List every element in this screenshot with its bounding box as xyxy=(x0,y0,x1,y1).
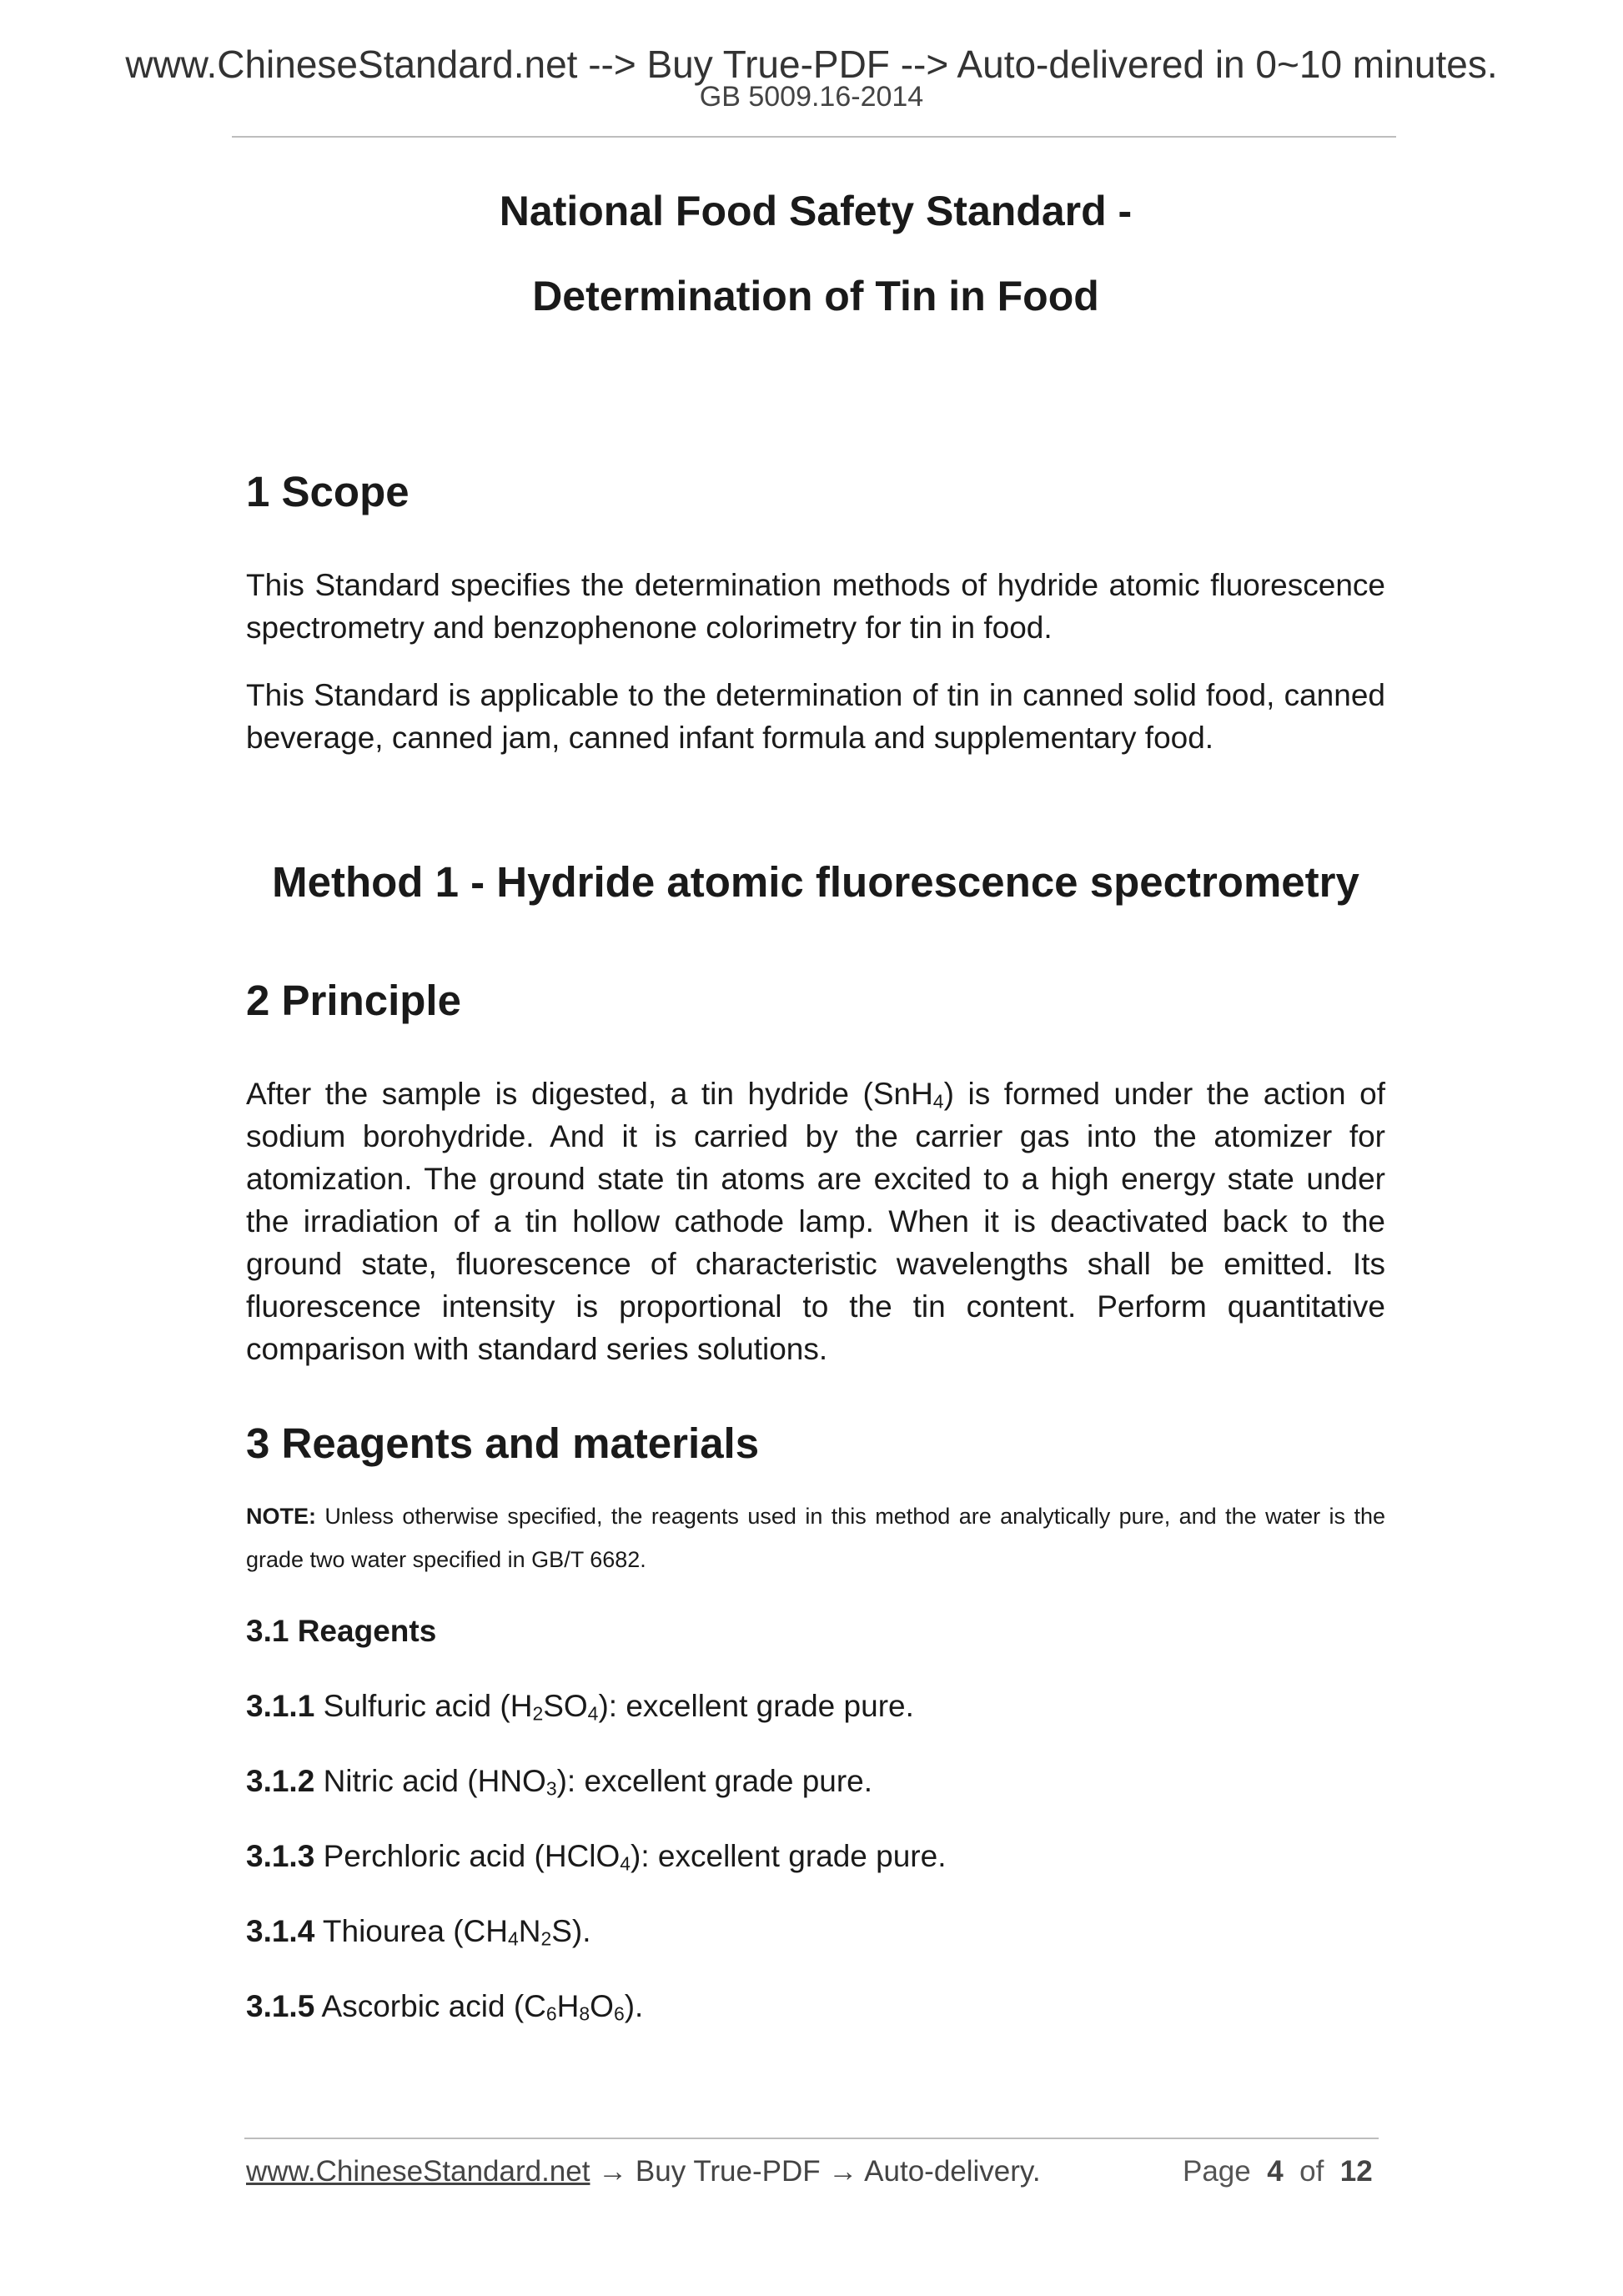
footer-divider xyxy=(244,2138,1379,2139)
page-content xyxy=(246,185,1385,2027)
footer-promo-text: → Buy True-PDF → Auto-delivery. xyxy=(590,2155,1041,2188)
current-page-number: 4 xyxy=(1267,2155,1284,2188)
standard-code: GB 5009.16-2014 xyxy=(699,81,924,113)
reagent-item-sulfuric-acid xyxy=(246,1686,1385,1727)
reagent-text: ): excellent grade pure. xyxy=(556,1764,873,1798)
reagent-text: Ascorbic acid (C xyxy=(314,1989,546,2023)
reagent-subscript: 6 xyxy=(545,2002,557,2025)
reagent-subscript: 6 xyxy=(613,2002,625,2025)
total-pages-number: 12 xyxy=(1339,2155,1373,2188)
reagent-subscript: 4 xyxy=(620,1852,631,1875)
reagent-text: H xyxy=(556,1989,580,2023)
document-title-line-1: National Food Safety Standard - xyxy=(499,188,1133,234)
reagent-text: Nitric acid (HNO xyxy=(314,1764,546,1798)
of-word: of xyxy=(1299,2155,1324,2188)
reagent-number: 3.1.2 xyxy=(246,1764,315,1798)
document-title-line-2: Determination of Tin in Food xyxy=(532,273,1099,319)
section-heading-scope: 1 Scope xyxy=(246,468,410,515)
section-heading-principle: 2 Principle xyxy=(246,977,461,1024)
reagent-item-ascorbic-acid xyxy=(246,1986,1385,2027)
header-divider xyxy=(232,136,1396,138)
reagent-item-nitric-acid xyxy=(246,1761,1385,1802)
reagent-number: 3.1.3 xyxy=(246,1839,315,1873)
reagent-text: Thiourea (CH xyxy=(314,1914,508,1948)
reagent-subscript: 4 xyxy=(587,1702,599,1725)
reagent-number: 3.1.5 xyxy=(246,1989,315,2023)
reagent-subscript: 2 xyxy=(540,1927,552,1950)
reagent-text: N xyxy=(518,1914,541,1948)
reagent-item-thiourea xyxy=(246,1911,1385,1952)
scope-paragraph-2: This Standard is applicable to the determination of tin in canned solid food, canned beverage, canned jam, canned infant formula and supplementary food. xyxy=(246,678,1385,755)
reagent-text: ): excellent grade pure. xyxy=(598,1689,914,1723)
principle-text-part-1: After the sample is digested, a tin hydride (SnH xyxy=(246,1077,933,1111)
note-paragraph xyxy=(246,1495,1385,1581)
header-banner: www.ChineseStandard.net --> Buy True-PDF --> Auto-delivered in 0~10 minutes. xyxy=(125,43,1498,86)
principle-text-part-2: ) is formed under the action of sodium borohydride. And it is carried by the carrier gas into the atomizer for atomization. The ground state tin atoms are excited to a high energy state under the irradiation of a tin hollow cathode lamp. When it is deactivated back to the ground state, fluorescence of characteristic wavelengths shall be emitted. Its fluorescence intensity is proportional to the tin content. Perform quantitative comparison with standard series solutions. xyxy=(246,1077,1385,1366)
reagent-subscript: 2 xyxy=(532,1702,544,1725)
section-heading-reagents-materials: 3 Reagents and materials xyxy=(246,1419,760,1467)
page-indicator xyxy=(1183,2152,1373,2192)
reagent-subscript: 3 xyxy=(545,1777,557,1800)
reagent-number: 3.1.4 xyxy=(246,1914,315,1948)
note-label: NOTE: xyxy=(246,1504,316,1529)
reagent-text: O xyxy=(590,1989,614,2023)
reagent-item-perchloric-acid xyxy=(246,1836,1385,1877)
reagent-text: SO xyxy=(543,1689,588,1723)
reagent-text: Perchloric acid (HClO xyxy=(314,1839,621,1873)
reagent-number: 3.1.1 xyxy=(246,1689,315,1723)
reagent-subscript: 8 xyxy=(579,2002,590,2025)
footer-promo xyxy=(246,2152,1041,2192)
footer-website-link[interactable]: www.ChineseStandard.net xyxy=(246,2155,590,2188)
page-word: Page xyxy=(1183,2155,1251,2188)
reagent-text: S). xyxy=(551,1914,591,1948)
note-text: Unless otherwise specified, the reagents used in this method are analytically pure, and the water is the grade two water specified in GB/T 6682. xyxy=(246,1504,1385,1572)
reagent-text: ). xyxy=(624,1989,644,2023)
reagent-text: Sulfuric acid (H xyxy=(314,1689,533,1723)
scope-paragraph-1: This Standard specifies the determination methods of hydride atomic fluorescence spectrometry and benzophenone colorimetry for tin in food. xyxy=(246,568,1385,645)
principle-paragraph xyxy=(246,1073,1385,1370)
reagent-text: ): excellent grade pure. xyxy=(631,1839,947,1873)
principle-subscript: 4 xyxy=(932,1090,944,1113)
reagent-subscript: 4 xyxy=(507,1927,519,1950)
method-1-heading: Method 1 - Hydride atomic fluorescence spectrometry xyxy=(272,858,1359,906)
subsection-heading-reagents: 3.1 Reagents xyxy=(246,1614,437,1648)
